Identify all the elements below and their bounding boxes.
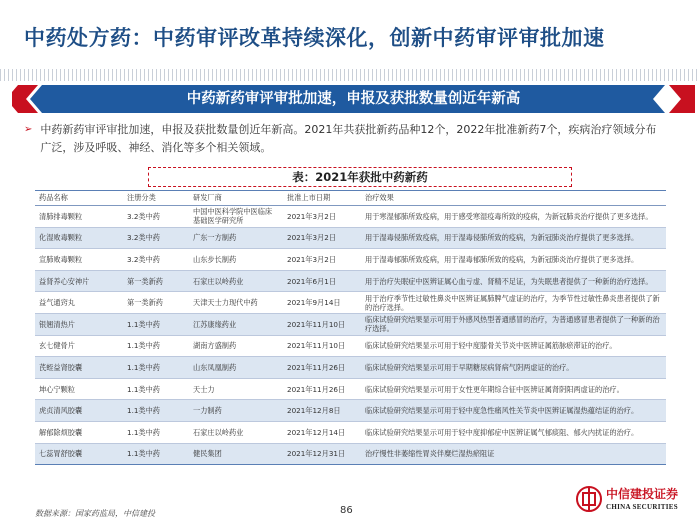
table-cell: 玄七健骨片 — [35, 335, 123, 357]
table-cell: 1.1类中药 — [123, 357, 189, 379]
table-cell: 芪蛭益肾胶囊 — [35, 357, 123, 379]
table-cell: 2021年6月1日 — [283, 270, 361, 292]
table-cell: 广东一方制药 — [189, 227, 283, 249]
table-cell: 山东步长制药 — [189, 249, 283, 271]
table-cell: 3.2类中药 — [123, 227, 189, 249]
table-row — [35, 357, 666, 379]
table-cell: 益肾养心安神片 — [35, 270, 123, 292]
table-cell: 1.1类中药 — [123, 378, 189, 400]
logo-english-name: CHINA SECURITIES — [606, 503, 678, 511]
table-cell: 临床试验研究结果显示可用于轻中度膝骨关节炎中医辨证属筋脉瘀滞证的治疗。 — [361, 335, 666, 357]
table-cell: 天津天士力现代中药 — [189, 292, 283, 314]
table-row — [35, 206, 666, 228]
table-cell: 宣肺败毒颗粒 — [35, 249, 123, 271]
table-cell: 用于寒湿郁肺所致疫病，用于感受寒湿疫毒所致的疫病，为新冠肺炎治疗提供了更多选择。 — [361, 206, 666, 228]
table-cell: 1.1类中药 — [123, 313, 189, 335]
table-cell: 虎贞清风胶囊 — [35, 400, 123, 422]
table-header-row — [35, 191, 666, 206]
table-row — [35, 421, 666, 443]
table-body — [35, 206, 666, 465]
logo-chinese-name: 中信建投证券 — [606, 487, 679, 501]
bullet-text: 中药新药审评审批加速，申报及获批数量创近年新高。2021年共获批新药品种12个，2022年批准新药7个，疾病治疗领域分布广泛，涉及呼吸、神经、消化等多个相关领域。 — [40, 123, 657, 154]
table-row — [35, 249, 666, 271]
table-cell: 坤心宁颗粒 — [35, 378, 123, 400]
table-cell: 2021年11月10日 — [283, 313, 361, 335]
table-row — [35, 313, 666, 335]
title-divider — [0, 69, 700, 81]
table-cell: 2021年11月26日 — [283, 357, 361, 379]
table-cell: 1.1类中药 — [123, 400, 189, 422]
table-row — [35, 227, 666, 249]
table-cell: 七蕊胃舒胶囊 — [35, 443, 123, 465]
column-header: 注册分类 — [123, 191, 189, 206]
table-cell: 2021年3月2日 — [283, 249, 361, 271]
table-cell: 2021年11月10日 — [283, 335, 361, 357]
table-cell: 湖南方盛制药 — [189, 335, 283, 357]
table-cell: 江苏康缘药业 — [189, 313, 283, 335]
table-cell: 2021年3月2日 — [283, 227, 361, 249]
bullet-arrow-icon: ➢ — [24, 124, 33, 135]
table-cell: 3.2类中药 — [123, 206, 189, 228]
table-row — [35, 270, 666, 292]
table-cell: 临床试验研究结果显示可用于外感风热型普通感冒的治疗，为普通感冒患者提供了一种新的治疗选择。 — [361, 313, 666, 335]
table-cell: 2021年12月8日 — [283, 400, 361, 422]
table-cell: 第一类新药 — [123, 292, 189, 314]
table-cell: 临床试验研究结果显示可用于女性更年期综合征中医辨证属肾阴阳两虚证的治疗。 — [361, 378, 666, 400]
table-cell: 第一类新药 — [123, 270, 189, 292]
company-logo — [576, 480, 694, 520]
table-cell: 临床试验研究结果显示可用于轻中度急性痛风性关节炎中医辨证属湿热蕴结证的治疗。 — [361, 400, 666, 422]
table-cell: 清肺排毒颗粒 — [35, 206, 123, 228]
approved-drugs-table — [35, 190, 666, 465]
table-row — [35, 443, 666, 465]
page-number: 86 — [340, 505, 353, 516]
table-cell: 用于湿毒侵肺所致疫病，用于湿毒侵肺所致的疫病，为新冠肺炎治疗提供了更多选择。 — [361, 227, 666, 249]
table-row — [35, 335, 666, 357]
table-cell: 2021年3月2日 — [283, 206, 361, 228]
table-cell: 石家庄以岭药业 — [189, 421, 283, 443]
table-cell: 益气通窍丸 — [35, 292, 123, 314]
table-cell: 健民集团 — [189, 443, 283, 465]
table-cell: 天士力 — [189, 378, 283, 400]
table-cell: 石家庄以岭药业 — [189, 270, 283, 292]
table-cell: 1.1类中药 — [123, 421, 189, 443]
table-cell: 中国中医科学院中医临床基础医学研究所 — [189, 206, 283, 228]
column-header: 药品名称 — [35, 191, 123, 206]
column-header: 研发厂商 — [189, 191, 283, 206]
table-cell: 3.2类中药 — [123, 249, 189, 271]
table-cell: 一力制药 — [189, 400, 283, 422]
column-header: 批准上市日期 — [283, 191, 361, 206]
table-row — [35, 292, 666, 314]
table-cell: 2021年9月14日 — [283, 292, 361, 314]
page-title: 中药处方药：中药审评改革持续深化，创新中药审评审批加速 — [24, 26, 605, 50]
table-row — [35, 378, 666, 400]
table-cell: 治疗慢性非萎缩性胃炎伴糜烂湿热瘀阻证 — [361, 443, 666, 465]
table-row — [35, 400, 666, 422]
table-cell: 用于治疗失眠症中医辨证属心血亏虚、肾精不足证，为失眠患者提供了一种新的治疗选择。 — [361, 270, 666, 292]
table-cell: 1.1类中药 — [123, 443, 189, 465]
table-cell: 用于湿毒郁肺所致疫病，用于湿毒郁肺所致的疫病，为新冠肺炎治疗提供了更多选择。 — [361, 249, 666, 271]
citic-logo-icon — [576, 486, 602, 512]
table-cell: 2021年12月31日 — [283, 443, 361, 465]
table-cell: 化湿败毒颗粒 — [35, 227, 123, 249]
table-cell: 1.1类中药 — [123, 335, 189, 357]
banner-text: 中药新药审评审批加速，申报及获批数量创近年新高 — [186, 91, 521, 107]
table-cell: 临床试验研究结果显示可用于轻中度抑郁症中医辨证属气郁痰阻、郁火内扰证的治疗。 — [361, 421, 666, 443]
column-header: 治疗效果 — [361, 191, 666, 206]
table-cell: 用于治疗季节性过敏性鼻炎中医辨证属肺脾气虚证的治疗，为季节性过敏性鼻炎患者提供了新的治疗选择。 — [361, 292, 666, 314]
table-cell: 临床试验研究结果显示可用于早期糖尿病肾病气阴两虚证的治疗。 — [361, 357, 666, 379]
table-cell: 2021年11月26日 — [283, 378, 361, 400]
table-cell: 2021年12月14日 — [283, 421, 361, 443]
table-cell: 山东凤凰制药 — [189, 357, 283, 379]
table-cell: 解郁除烦胶囊 — [35, 421, 123, 443]
bullet-paragraph — [24, 121, 680, 157]
section-banner — [12, 85, 695, 113]
table-cell: 银翘清热片 — [35, 313, 123, 335]
data-source-note: 数据来源：国家药监局，中信建投 — [35, 509, 155, 518]
table-caption: 表：2021年获批中药新药 — [148, 167, 572, 187]
